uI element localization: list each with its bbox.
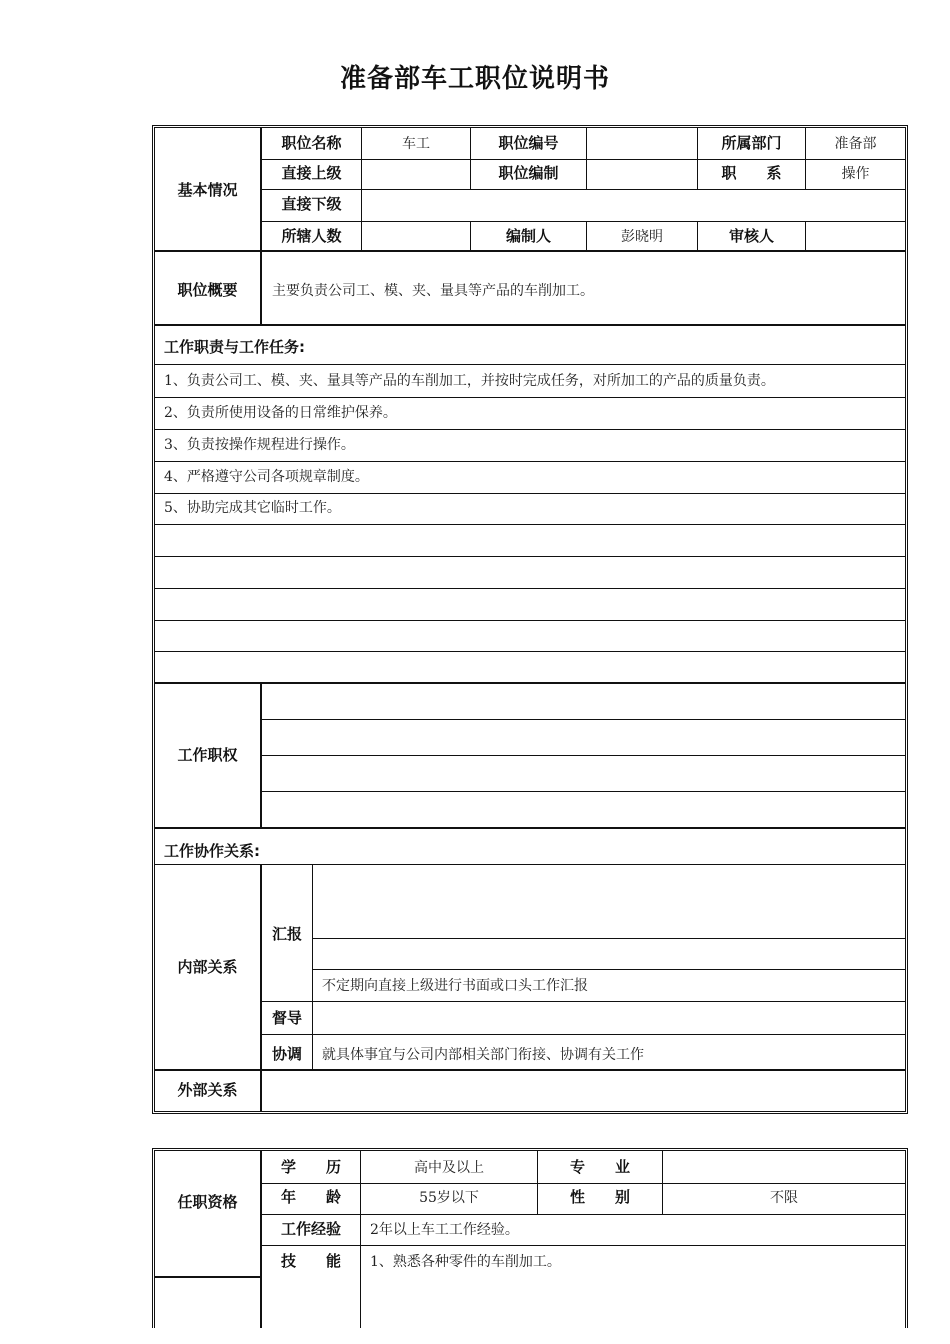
major-label: 专 业 (569, 1158, 630, 1176)
position-name-label: 职位名称 (281, 134, 342, 152)
position-name-value: 车工 (402, 136, 430, 152)
education-label: 学 历 (280, 1158, 341, 1176)
document-title: 准备部车工职位说明书 (339, 64, 610, 94)
coordinate-label: 协调 (271, 1045, 302, 1063)
skills-label: 技 能 (280, 1252, 341, 1270)
age-label: 年 龄 (280, 1188, 341, 1206)
supervise-label: 督导 (271, 1009, 302, 1027)
department-value: 准备部 (834, 136, 877, 152)
authority-label: 工作职权 (177, 746, 238, 764)
summary-text: 主要负责公司工、模、夹、量具等产品的车削加工。 (272, 283, 594, 299)
basic-section-label: 基本情况 (177, 181, 238, 199)
duty-item: 4、严格遵守公司各项规章制度。 (164, 469, 369, 485)
relations-heading: 工作协作关系: (164, 842, 260, 860)
education-value: 高中及以上 (414, 1160, 484, 1176)
summary-label: 职位概要 (177, 281, 238, 299)
skills-value: 1、熟悉各种零件的车削加工。 (370, 1254, 561, 1270)
direct-superior-label: 直接上级 (281, 164, 342, 182)
author-value: 彭晓明 (621, 229, 663, 245)
age-value: 55岁以下 (419, 1190, 479, 1206)
duties-heading: 工作职责与工作任务: (164, 338, 305, 356)
coordinate-text: 就具体事宜与公司内部相关部门衔接、协调有关工作 (322, 1047, 644, 1063)
reviewer-label: 审核人 (728, 227, 774, 245)
duty-item: 2、负责所使用设备的日常维护保养。 (164, 405, 397, 421)
headcount-label: 所辖人数 (281, 227, 342, 245)
duty-item: 5、协助完成其它临时工作。 (164, 500, 341, 516)
internal-relations-label: 内部关系 (177, 958, 238, 976)
external-relations-label: 外部关系 (177, 1081, 238, 1099)
position-code-label: 职位编号 (498, 134, 559, 152)
experience-label: 工作经验 (280, 1220, 341, 1238)
duty-item: 3、负责按操作规程进行操作。 (164, 437, 355, 453)
qualifications-table (152, 1148, 908, 1328)
series-label: 职 系 (721, 164, 782, 182)
experience-value: 2年以上车工工作经验。 (370, 1222, 519, 1238)
duty-item: 1、负责公司工、模、夹、量具等产品的车削加工，并按时完成任务，对所加工的产品的质量负责。 (164, 373, 775, 389)
report-text: 不定期向直接上级进行书面或口头工作汇报 (322, 978, 588, 994)
author-label: 编制人 (505, 227, 551, 245)
department-label: 所属部门 (721, 134, 782, 152)
series-value: 操作 (841, 166, 870, 182)
gender-label: 性 别 (569, 1188, 630, 1206)
direct-subordinate-label: 直接下级 (281, 195, 342, 213)
gender-value: 不限 (770, 1190, 798, 1206)
position-quota-label: 职位编制 (498, 164, 559, 182)
qualifications-section-label: 任职资格 (177, 1193, 238, 1211)
report-label: 汇报 (271, 925, 302, 943)
